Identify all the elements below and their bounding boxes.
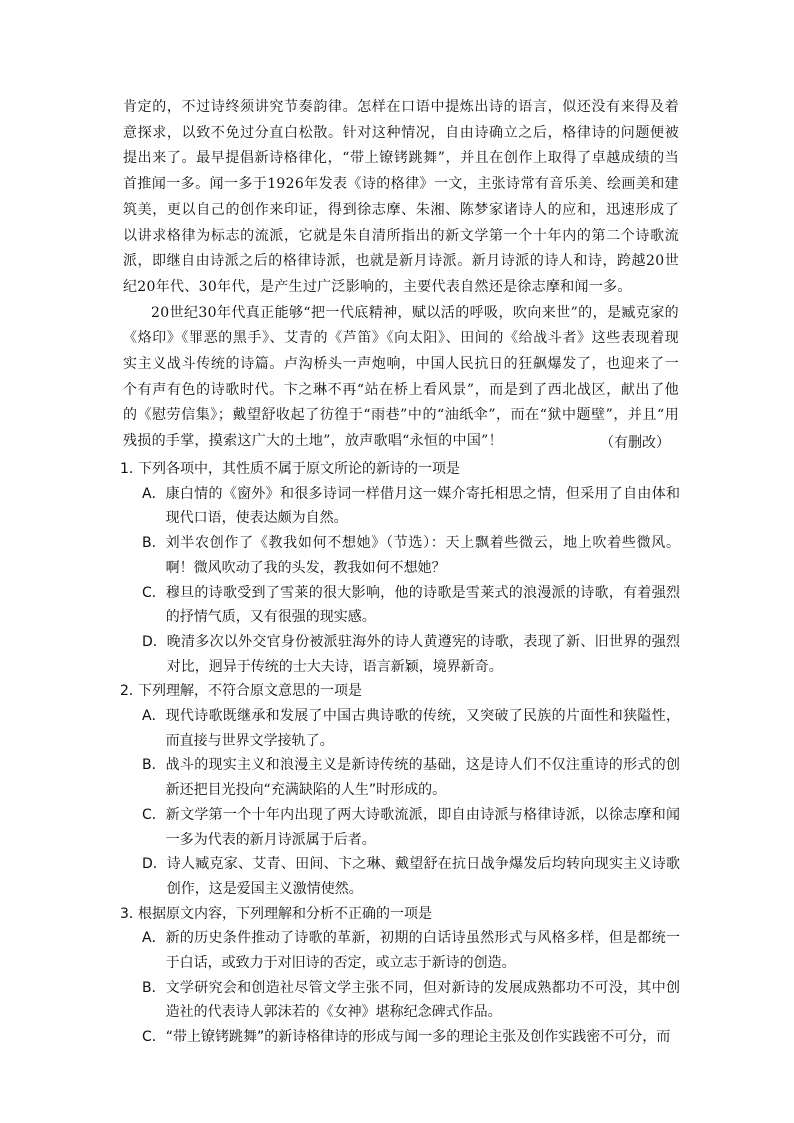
option-label: D． (142, 856, 167, 873)
option-text: 穆旦的诗歌受到了雪莱的很大影响，他的诗歌是雪莱式的浪漫派的诗歌，有着强烈的抒情气质，又有很强的现实感。 (165, 584, 680, 626)
option-text: 现代诗歌既继承和发展了中国古典诗歌的传统，又突破了民族的片面性和狭隘性，而直接与世界文学接轨了。 (165, 708, 680, 749)
option-label: A． (142, 708, 166, 725)
question-number: 1． (120, 461, 143, 477)
question-stem (120, 902, 680, 927)
option-label: B． (142, 535, 166, 552)
question-1 (120, 457, 680, 679)
option-label: B． (142, 979, 166, 996)
option-d (120, 630, 680, 679)
option-c (120, 803, 680, 852)
option-text: 康白情的《窗外》和很多诗词一样借月这一媒介寄托相思之情，但采用了自由体和现代口语，使表达颇为自然。 (165, 485, 680, 527)
question-number: 3． (120, 905, 143, 922)
option-label: C． (142, 806, 166, 823)
option-c (120, 1025, 680, 1050)
source-note: （有删改） (600, 435, 670, 451)
option-d (120, 852, 680, 901)
option-label: B． (142, 757, 166, 774)
question-stem (120, 679, 680, 704)
reading-passage (123, 95, 679, 455)
option-c (120, 581, 680, 630)
option-label: A． (142, 930, 166, 947)
option-text: 战斗的现实主义和浪漫主义是新诗传统的基础，这是诗人们不仅注重诗的形式的创新还把目光投向“充满缺陷的人生”时形成的。 (165, 757, 680, 799)
question-stem (120, 457, 680, 482)
option-label: C． (142, 1029, 166, 1046)
option-b (120, 531, 680, 580)
option-text: 诗人臧克家、艾青、田间、卞之琳、戴望舒在抗日战争爆发后均转向现实主义诗歌创作，这是爱国主义激情使然。 (166, 856, 680, 897)
passage-paragraph-2: 20世纪30年代真正能够“把一代底精神，赋以活的呼吸，吹向来世”的，是臧克家的《烙印》《罪恶的黑手》、艾青的《芦笛》《向太阳》、田间的《给战斗者》这些表现着现实主义战斗传统的诗篇。卢沟桥头一声炮响，中国人民抗日的狂飙爆发了，也迎来了一个有声有色的诗歌时代。卞之琳不再“站在桥上看风景”，而是到了西北战区，献出了他的《慰劳信集》；戴望舒收起了彷徨于“雨巷”中的“油纸伞”，而在“狱中题壁”，并且“用残损的手掌，摸索这广大的土地”，放声歌唱“永恒的中国”！ (123, 304, 679, 450)
option-b (120, 976, 680, 1025)
option-a (120, 482, 680, 531)
option-label: C． (142, 584, 166, 601)
option-text: 新的历史条件推动了诗歌的革新，初期的白话诗虽然形式与风格多样，但是都统一于白话，或致力于对旧诗的否定，或立志于新诗的创造。 (165, 930, 680, 972)
option-label: D． (142, 633, 167, 650)
option-text: “带上镣铐跳舞”的新诗格律诗的形成与闻一多的理论主张及创作实践密不可分，而 (165, 1029, 671, 1046)
option-a (120, 704, 680, 753)
question-3 (120, 902, 680, 1050)
passage-paragraph-1: 肯定的，不过诗终须讲究节奏韵律。怎样在口语中提炼出诗的语言，似还没有来得及着意探求，以致不免过分直白松散。针对这种情况，自由诗确立之后，格律诗的问题便被提出来了。最早提倡新诗格律化，“带上镣铐跳舞”，并且在创作上取得了卓越成绩的当首推闻一多。闻一多于1926年发表《诗的格律》一文，主张诗常有音乐美、绘画美和建筑美，更以自己的创作来印证，得到徐志摩、朱湘、陈梦家诸诗人的应和，迅速形成了以讲求格律为标志的流派，它就是朱自清所指出的新文学第一个十年内的第二个诗歌流派，即继自由诗派之后的格律诗派，也就是新月诗派。新月诗派的诗人和诗，跨越20世纪20年代、30年代，是产生过广泛影响的，主要代表自然还是徐志摩和闻一多。 (123, 99, 679, 295)
option-text: 新文学第一个十年内出现了两大诗歌流派，即自由诗派与格律诗派，以徐志摩和闻一多为代表的新月诗派属于后者。 (165, 806, 680, 848)
option-label: A． (142, 485, 166, 502)
question-text: 下列理解，不符合原文意思的一项是 (138, 683, 362, 700)
question-2 (120, 679, 680, 901)
option-b (120, 753, 680, 802)
question-list (120, 457, 680, 1050)
option-a (120, 926, 680, 975)
option-text: 文学研究会和创造社尽管文学主张不同，但对新诗的发展成熟都功不可没，其中创造社的代表诗人郭沫若的《女神》堪称纪念碑式作品。 (165, 979, 680, 1021)
option-text: 刘半农创作了《教我如何不想她》（节选）：天上飘着些微云，地上吹着些微风。啊！微风吹动了我的头发，教我如何不想她？ (165, 535, 680, 576)
option-text: 晚清多次以外交官身份被派驻海外的诗人黄遵宪的诗歌，表现了新、旧世界的强烈对比，迥异于传统的士大夫诗，语言新颖，境界新奇。 (166, 633, 680, 675)
question-number: 2． (120, 683, 143, 700)
question-text: 根据原文内容，下列理解和分析不正确的一项是 (138, 905, 432, 922)
question-text: 下列各项中，其性质不属于原文所论的新诗的一项是 (138, 461, 460, 477)
